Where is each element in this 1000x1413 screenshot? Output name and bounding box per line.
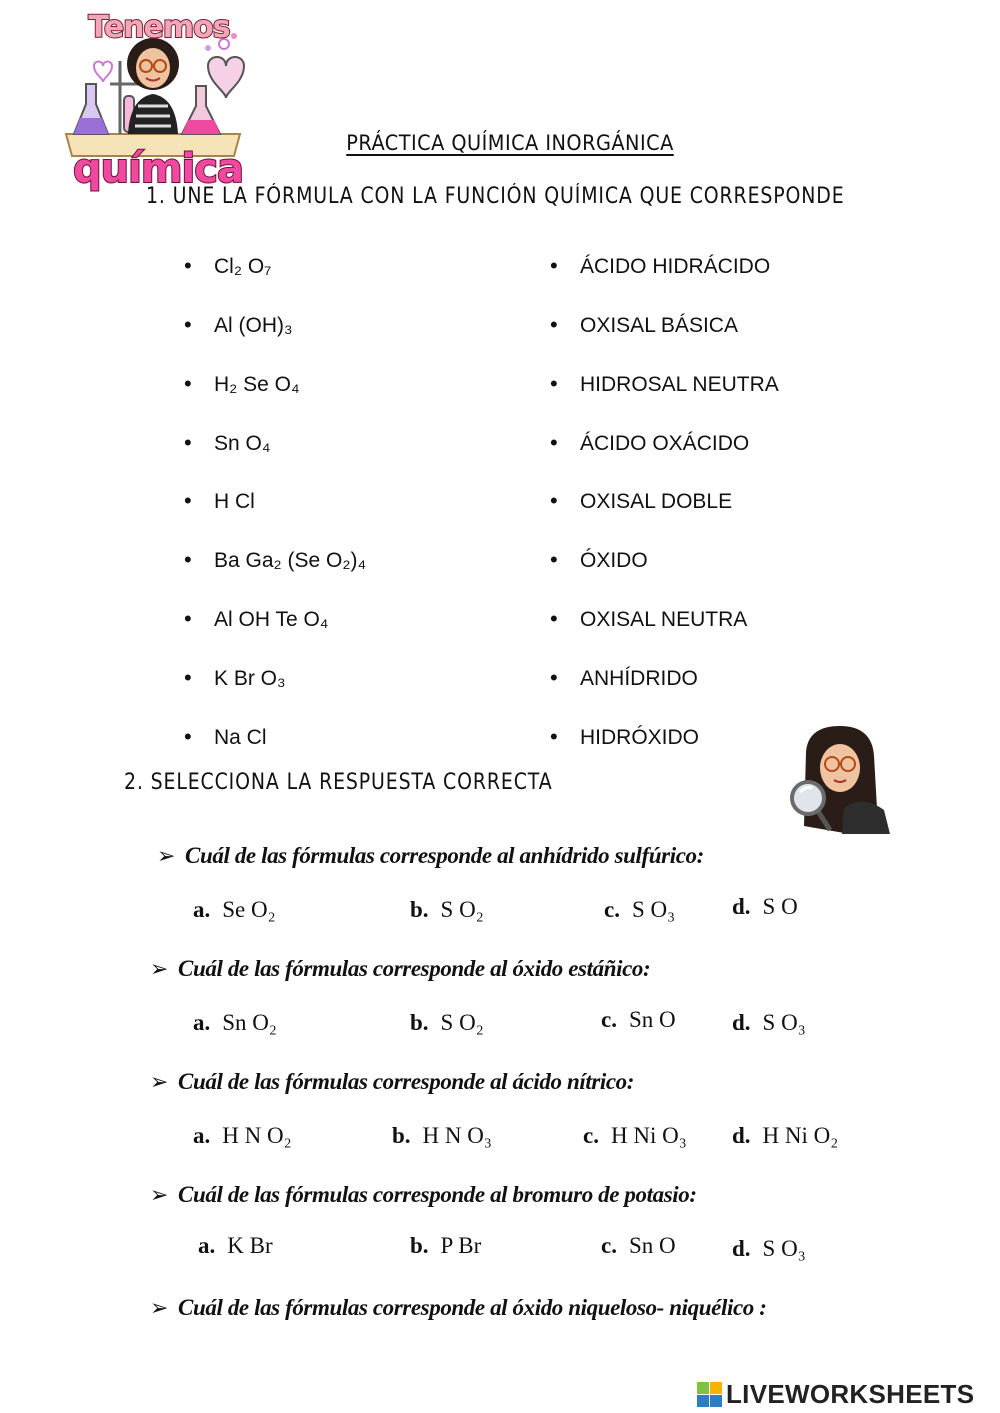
option-answer: H Ni O₂: [762, 1123, 839, 1148]
option-2d[interactable]: [732, 1010, 806, 1036]
option-answer: S O₂: [440, 1010, 484, 1035]
option-answer: S O₃: [762, 1010, 806, 1035]
option-3a[interactable]: [193, 1123, 292, 1149]
formula-text: Al OH Te O₄: [214, 608, 329, 631]
option-answer: Sn O₂: [222, 1010, 277, 1035]
question-5: [150, 1295, 766, 1321]
formula-item: [214, 726, 267, 750]
function-item: • HIDROSAL NEUTRA: [580, 373, 779, 397]
option-letter: a.: [193, 897, 211, 922]
option-1c[interactable]: [604, 897, 675, 923]
question-text: Cuál de las fórmulas corresponde al bromuro de potasio:: [178, 1182, 697, 1207]
formula-text: H₂ Se O₄: [214, 373, 300, 396]
option-answer: H Ni O₃: [610, 1123, 687, 1148]
option-answer: S O₃: [631, 897, 676, 922]
option-answer: Se O₂: [222, 897, 276, 922]
formula-item: [214, 373, 300, 397]
function-item: • ÁCIDO OXÁCIDO: [580, 432, 749, 456]
formula-text: Al (OH)₃: [214, 314, 293, 337]
option-letter: c.: [583, 1123, 599, 1148]
option-answer: Sn O: [628, 1233, 676, 1258]
option-answer: K Br: [227, 1233, 273, 1258]
section-1-heading: 1. UNE LA FÓRMULA CON LA FUNCIÓN QUÍMICA QUE CORRESPONDE: [146, 184, 845, 209]
option-answer: S O₂: [440, 897, 484, 922]
question-2: [150, 956, 650, 982]
liveworksheets-brand: [697, 1377, 974, 1411]
arrow-bullet-icon: ➢: [150, 1070, 169, 1095]
question-3: [150, 1069, 634, 1095]
option-letter: a.: [193, 1123, 211, 1148]
option-letter: a.: [193, 1010, 211, 1035]
formula-text: Cl₂ O₇: [214, 255, 272, 278]
function-item: • OXISAL NEUTRA: [580, 608, 747, 632]
option-3b[interactable]: [392, 1123, 492, 1149]
option-answer: S O₃: [762, 1236, 806, 1261]
option-2a[interactable]: [193, 1010, 277, 1036]
logo-top-text: Tenemos: [88, 10, 230, 45]
option-2b[interactable]: [410, 1010, 484, 1036]
function-item: • OXISAL BÁSICA: [580, 314, 738, 338]
option-letter: b.: [392, 1123, 411, 1148]
arrow-bullet-icon: ➢: [150, 1296, 169, 1321]
option-letter: b.: [410, 1233, 429, 1258]
formula-item: [214, 314, 293, 338]
question-text: Cuál de las fórmulas corresponde al óxido niqueloso- niquélico :: [178, 1295, 767, 1320]
option-answer: H N O₂: [222, 1123, 292, 1148]
option-answer: Sn O: [628, 1007, 676, 1032]
option-1d[interactable]: [732, 894, 798, 920]
option-3d[interactable]: [732, 1123, 838, 1149]
logo-bottom-text: química: [73, 146, 243, 192]
option-4a[interactable]: [198, 1233, 273, 1259]
formula-text: Sn O₄: [214, 432, 271, 455]
formula-item: [214, 667, 286, 691]
liveworksheets-logo-icon: [697, 1382, 722, 1407]
option-letter: c.: [601, 1007, 617, 1032]
function-item: • ÓXIDO: [580, 549, 648, 573]
option-2c[interactable]: [601, 1007, 676, 1033]
arrow-bullet-icon: ➢: [150, 957, 169, 982]
arrow-bullet-icon: ➢: [150, 1183, 169, 1208]
question-text: Cuál de las fórmulas corresponde al ácido nítrico:: [178, 1069, 635, 1094]
section-2-heading: 2. SELECCIONA LA RESPUESTA CORRECTA: [124, 770, 553, 795]
option-letter: c.: [604, 897, 620, 922]
option-letter: a.: [198, 1233, 216, 1258]
formula-item: [214, 490, 255, 514]
option-3c[interactable]: [583, 1123, 687, 1149]
option-4b[interactable]: [410, 1233, 481, 1259]
function-item: • HIDRÓXIDO: [580, 726, 699, 750]
question-4: [150, 1182, 697, 1208]
option-answer: P Br: [440, 1233, 482, 1258]
formula-text: K Br O₃: [214, 667, 286, 690]
option-answer: H N O₃: [422, 1123, 492, 1148]
formula-item: [214, 432, 270, 456]
option-letter: d.: [732, 1236, 751, 1261]
formula-item: [214, 549, 366, 573]
question-1: [157, 843, 704, 869]
question-text: Cuál de las fórmulas corresponde al anhídrido sulfúrico:: [185, 843, 704, 868]
option-letter: b.: [410, 1010, 429, 1035]
option-letter: d.: [732, 1010, 751, 1035]
formula-item: [214, 255, 271, 279]
brand-name: LIVEWORKSHEETS: [726, 1378, 975, 1409]
formula-text: Ba Ga₂ (Se O₂)₄: [214, 549, 367, 572]
function-item: • ANHÍDRIDO: [580, 667, 698, 691]
detective-avatar-illustration: [786, 722, 890, 834]
function-item: • ÁCIDO HIDRÁCIDO: [580, 255, 770, 279]
option-4d[interactable]: [732, 1236, 806, 1262]
option-letter: d.: [732, 1123, 751, 1148]
formula-text: Na Cl: [214, 726, 267, 749]
option-1a[interactable]: [193, 897, 276, 923]
logo: [58, 6, 248, 196]
arrow-bullet-icon: ➢: [157, 844, 176, 869]
option-4c[interactable]: [601, 1233, 676, 1259]
option-letter: b.: [410, 897, 429, 922]
page-title: PRÁCTICA QUÍMICA INORGÁNICA: [346, 131, 674, 155]
formula-item: [214, 608, 328, 632]
option-1b[interactable]: [410, 897, 484, 923]
option-letter: d.: [732, 894, 751, 919]
formula-text: H Cl: [214, 490, 255, 513]
question-text: Cuál de las fórmulas corresponde al óxido estáñico:: [178, 956, 651, 981]
option-letter: c.: [601, 1233, 617, 1258]
option-answer: S O: [762, 894, 798, 919]
function-item: • OXISAL DOBLE: [580, 490, 732, 514]
